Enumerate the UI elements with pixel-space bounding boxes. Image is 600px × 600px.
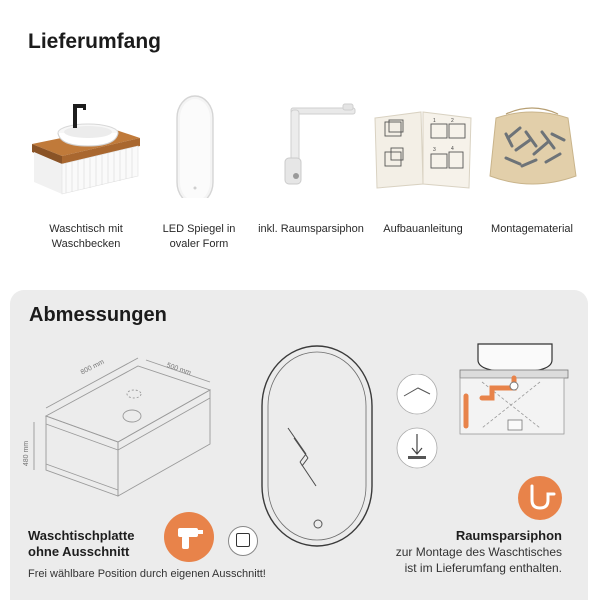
width-label: 800 mm [79,358,106,377]
vanity-with-basin-image [30,88,142,198]
depth-label: 500 mm [165,362,192,377]
detail-view-icons [394,374,440,478]
caption-line: Waschbecken [51,238,121,250]
product-caption [24,222,148,252]
product-caption [361,222,485,237]
scope-items [0,88,600,258]
product-hardware [476,88,588,258]
drill-icon [168,516,210,558]
oval-led-mirror-image [143,88,255,198]
siphon-feature-line: zur Montage des Waschtisches [395,545,562,559]
product-caption [470,222,594,237]
worktop-feature-title [28,528,134,560]
pipe-icon [522,480,558,516]
caption-line: Aufbauanleitung [383,223,463,235]
svg-text:4: 4 [451,146,454,152]
plug-icon [236,533,250,547]
product-mirror [143,88,255,258]
worktop-feature-description: Frei wählbare Position durch eigenen Ausschnitt! [28,568,266,580]
dimensions-title: Abmessungen [29,304,167,326]
product-manual [367,88,479,258]
assembly-manual-image [367,88,479,198]
product-caption [249,222,373,237]
siphon-section-drawing [452,342,582,502]
product-caption [137,222,261,252]
caption-line: Montagematerial [491,223,573,235]
oval-mirror-drawing [258,342,378,552]
siphon-feature-line: ist im Lieferumfang enthalten. [404,561,562,575]
caption-line: LED Spiegel in [162,223,236,235]
worktop-title-line: ohne Ausschnitt [28,544,130,559]
svg-text:2: 2 [451,118,454,124]
space-saving-siphon-image [255,88,367,198]
product-siphon [255,88,367,258]
caption-line: inkl. Raumsparsiphon [258,223,364,235]
siphon-feature [302,528,562,576]
svg-text:1: 1 [433,118,436,124]
siphon-feature-title: Raumsparsiphon [455,528,562,543]
scope-title: Lieferumfang [28,30,162,53]
product-vanity [30,88,142,258]
caption-line: Waschtisch mit [49,223,123,235]
mounting-hardware-bag-image [476,88,588,198]
height-label: 480 mm [23,440,31,467]
cabinet-dimension-drawing [26,346,226,516]
worktop-title-line: Waschtischplatte [28,528,135,543]
caption-line: ovaler Form [169,238,229,250]
svg-text:3: 3 [433,147,436,153]
